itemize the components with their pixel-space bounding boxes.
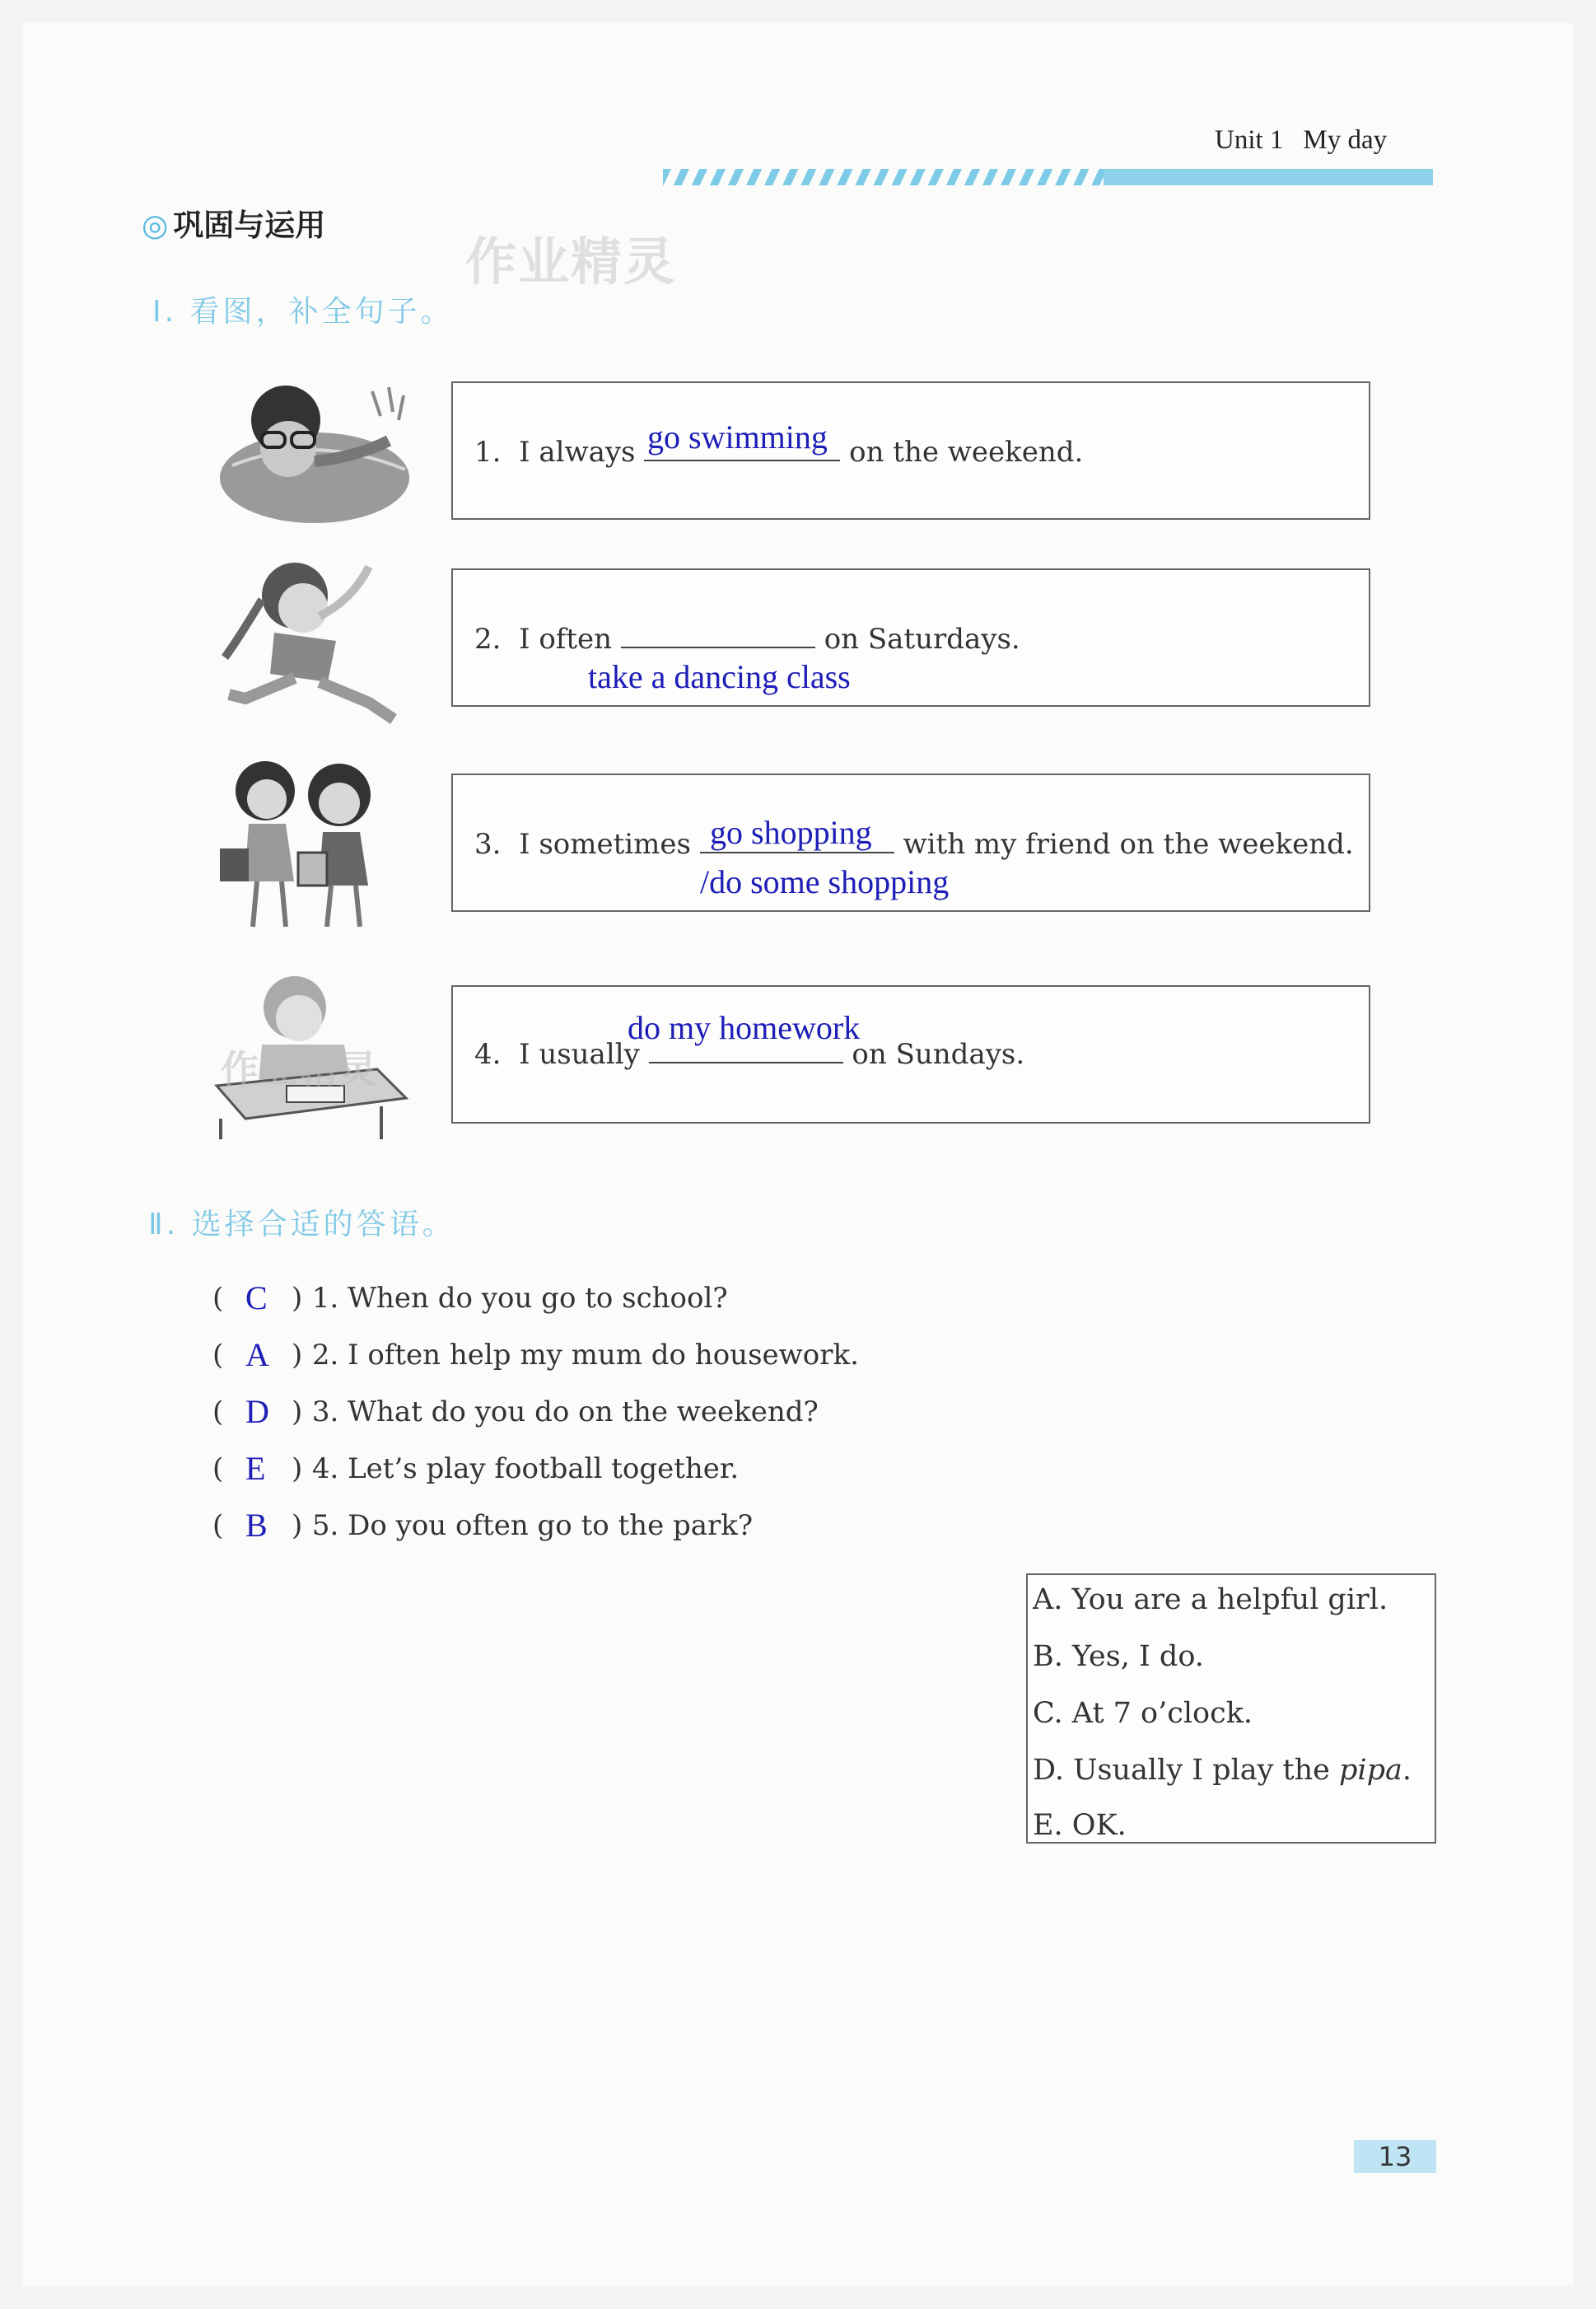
answer-paren-3[interactable]: ( D )	[212, 1393, 303, 1430]
answer-letter-3: D	[245, 1393, 269, 1430]
match-q2-text: I often help my mum do housework.	[348, 1339, 859, 1372]
match-question-4	[212, 1452, 739, 1485]
question-box-4	[451, 985, 1370, 1124]
answer-paren-1[interactable]: ( C )	[212, 1279, 303, 1316]
unit-header	[1215, 125, 1387, 156]
question-box-1	[451, 381, 1370, 520]
question-box-2	[451, 568, 1370, 707]
q4-before: I usually	[519, 1038, 640, 1071]
answer-letter-5: B	[245, 1507, 268, 1544]
section-title: 巩固与运用	[173, 208, 326, 243]
q1-number: 1.	[474, 436, 502, 469]
options-box	[1026, 1573, 1436, 1844]
q3-answer-alt: /do some shopping	[700, 863, 950, 900]
answer-letter-2: A	[245, 1336, 269, 1373]
page	[23, 23, 1573, 2286]
q2-after: on Saturdays.	[824, 623, 1020, 656]
q2-answer: take a dancing class	[588, 658, 851, 695]
dancing-girl-picture	[212, 550, 410, 731]
q2-before: I often	[519, 623, 613, 656]
q1-answer: go swimming	[647, 418, 828, 456]
answer-paren-5[interactable]: ( B )	[212, 1507, 303, 1544]
section-marker-icon: ◎	[142, 208, 169, 243]
option-d-end: .	[1402, 1754, 1412, 1787]
match-q1-number: 1.	[311, 1282, 339, 1315]
q1-before: I always	[519, 436, 636, 469]
option-d-italic: pipa	[1338, 1754, 1402, 1787]
q4-answer: do my homework	[628, 1009, 861, 1046]
swimming-boy-picture	[216, 375, 413, 531]
shopping-girls-picture	[216, 758, 401, 935]
match-q2-number: 2.	[311, 1339, 339, 1372]
part2-title: Ⅱ. 选择合适的答语。	[148, 1208, 455, 1241]
answer-paren-4[interactable]: ( E )	[212, 1450, 303, 1487]
q2-number: 2.	[474, 623, 502, 656]
q1-after: on the weekend.	[849, 436, 1084, 469]
match-q3-text: What do you do on the weekend?	[348, 1395, 819, 1428]
match-q4-number: 4.	[311, 1452, 339, 1485]
unit-topic: My day	[1303, 125, 1388, 155]
q2-blank[interactable]	[621, 624, 815, 648]
part1-title: Ⅰ. 看图，补全句子。	[152, 295, 454, 329]
section-heading	[142, 200, 325, 245]
answer-letter-1: C	[245, 1279, 268, 1316]
q4-number: 4.	[474, 1038, 502, 1071]
option-b: B. Yes, I do.	[1033, 1640, 1204, 1673]
match-question-1	[212, 1279, 728, 1316]
match-question-5	[212, 1509, 753, 1542]
match-question-2	[212, 1336, 859, 1373]
page-number: 13	[1354, 2140, 1436, 2173]
match-q3-number: 3.	[311, 1395, 339, 1428]
match-q4-text: Let’s play football together.	[348, 1452, 740, 1485]
q4-after: on Sundays.	[852, 1038, 1025, 1071]
option-c: C. At 7 o’clock.	[1033, 1697, 1253, 1730]
option-a: A. You are a helpful girl.	[1033, 1583, 1388, 1616]
q3-before: I sometimes	[519, 828, 691, 861]
answer-letter-4: E	[245, 1450, 266, 1487]
watermark: 作业精灵	[465, 231, 677, 292]
option-d	[1033, 1754, 1412, 1787]
q3-answer: go shopping	[710, 814, 872, 851]
unit-label: Unit 1	[1215, 125, 1284, 155]
match-q5-text: Do you often go to the park?	[348, 1509, 754, 1542]
answer-paren-2[interactable]: ( A )	[212, 1336, 303, 1373]
header-stripe-solid	[1104, 169, 1433, 185]
match-q1-text: When do you go to school?	[348, 1282, 728, 1315]
q3-number: 3.	[474, 828, 502, 861]
match-question-3	[212, 1395, 819, 1428]
option-d-text: D. Usually I play the	[1033, 1754, 1339, 1787]
question-box-3	[451, 774, 1370, 912]
match-q5-number: 5.	[311, 1509, 339, 1542]
watermark-picture: 作业精灵	[221, 1047, 379, 1091]
q3-after: with my friend on the weekend.	[903, 828, 1354, 861]
option-e: E. OK.	[1033, 1809, 1127, 1842]
